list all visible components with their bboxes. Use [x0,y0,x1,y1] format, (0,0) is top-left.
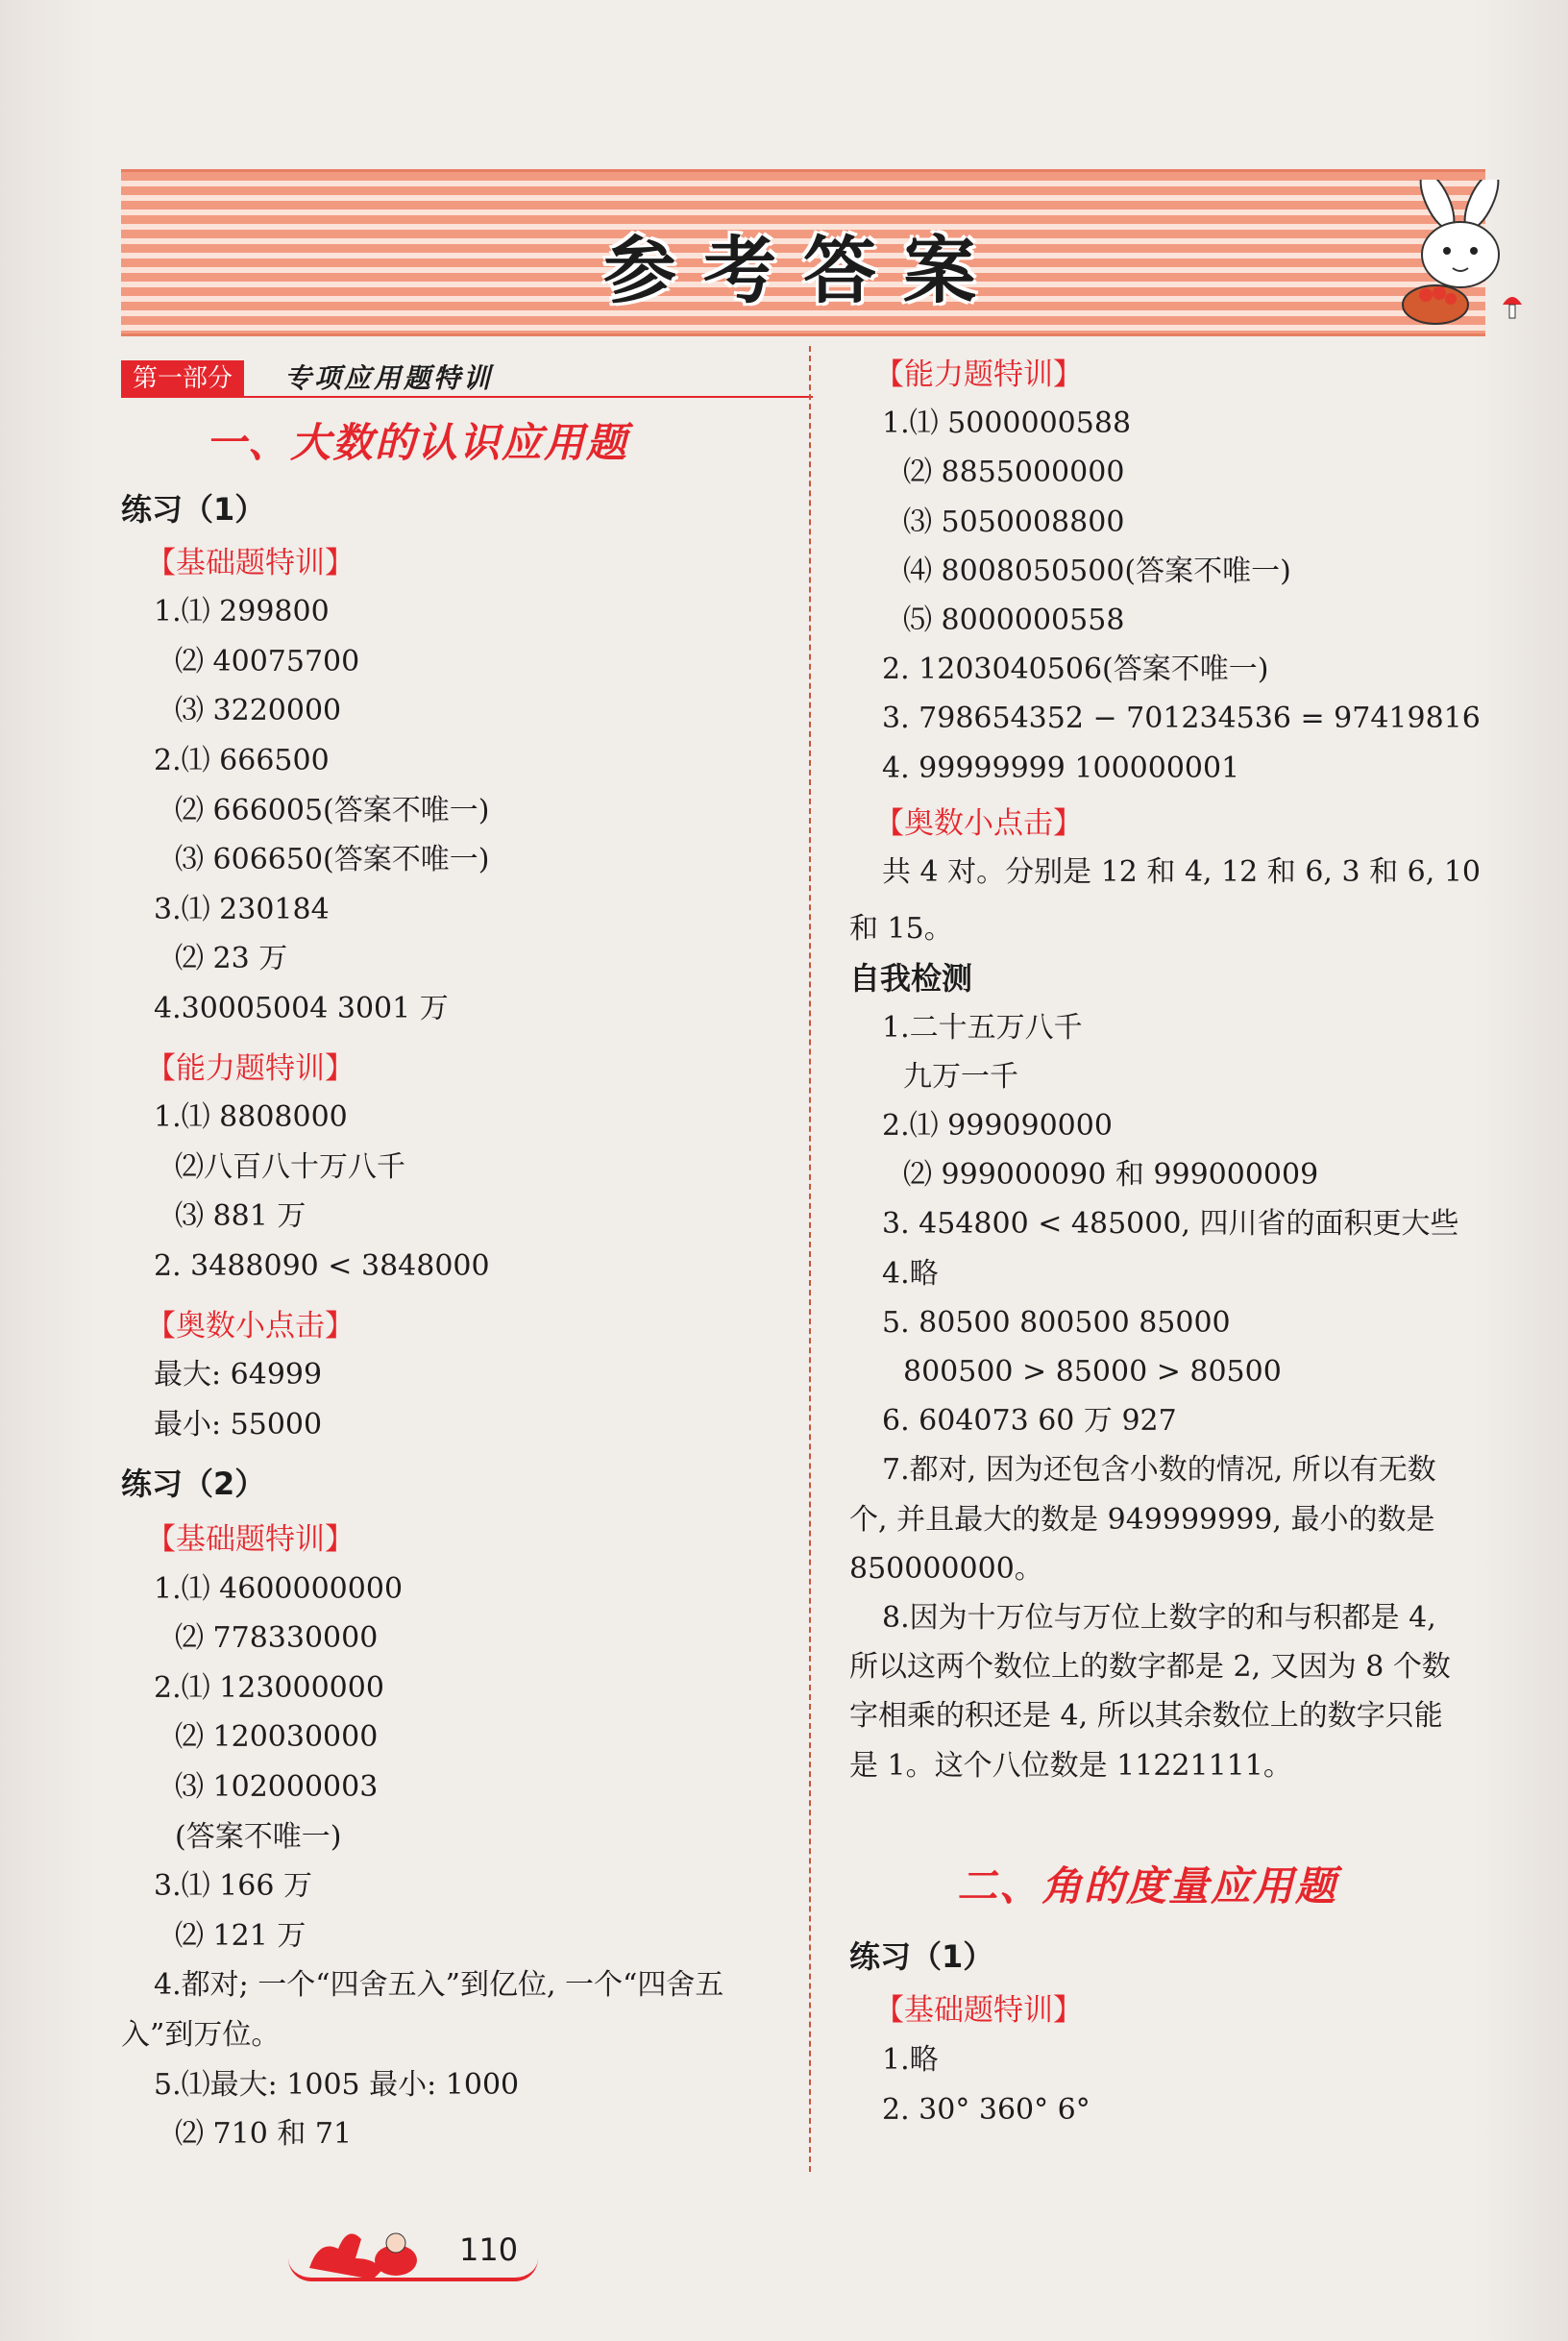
answer-line: 6. 604073 60 万 927 [882,1404,1177,1439]
page-number: 110 [459,2231,519,2268]
exercise-heading: 练习（1） [121,491,266,528]
answer-line: 3. 798654352 − 701234536 = 97419816 [882,702,1481,736]
answer-subline: ⑶ 5050008800 [903,505,1125,539]
answer-line: 2.⑴ 666500 [154,744,330,777]
answer-continuation: 是 1。这个八位数是 11221111。 [849,1748,1292,1783]
answer-subline: ⑸ 8000000558 [903,604,1125,637]
section-tag-label: 【基础题特训】 [146,1522,355,1557]
answer-subline: 九万一千 [903,1059,1018,1094]
section-tag-label: 【能力题特训】 [146,1050,355,1086]
answer-line: 1.⑴ 299800 [154,595,330,629]
answer-subline: ⑶ 102000003 [175,1770,379,1804]
answer-subline: ⑶ 606650(答案不唯一) [175,843,490,877]
column-divider [809,346,811,2172]
section-tag-label: 【基础题特训】 [146,545,355,580]
answer-subline: ⑵ 120030000 [175,1720,379,1755]
answer-subline: ⑶ 881 万 [175,1199,306,1234]
answer-line: 1.⑴ 5000000588 [882,407,1132,441]
answer-line: 3.⑴ 166 万 [154,1869,312,1904]
section-tag-label: 【奥数小点击】 [874,805,1083,841]
answer-line: 1.二十五万八千 [882,1010,1083,1045]
answer-continuation: 和 15。 [849,912,953,947]
answer-subline: 800500 > 85000 > 80500 [903,1355,1282,1389]
rabbit-icon [1378,180,1531,330]
chapter-title-2: 二、角的度量应用题 [957,1862,1338,1910]
exercise-heading: 自我检测 [849,960,973,998]
answer-line: 5.⑴最大: 1005 最小: 1000 [154,2067,520,2102]
answer-line: 3. 454800 < 485000, 四川省的面积更大些 [882,1207,1459,1242]
answer-subline: ⑵ 710 和 71 [175,2117,353,2152]
answer-line: 4.略 [882,1256,939,1291]
chapter-title-1: 一、大数的认识应用题 [206,419,629,466]
answer-line: 2. 1203040506(答案不唯一) [882,653,1269,687]
answer-line: 2. 30° 360° 6° [882,2093,1090,2127]
exercise-heading: 练习（1） [849,1938,994,1975]
answer-subline: ⑵ 8855000000 [903,456,1125,490]
answer-line: 最小: 55000 [154,1407,323,1442]
answer-subline: (答案不唯一) [175,1819,342,1854]
answer-subline: ⑷ 8008050500(答案不唯一) [903,554,1291,588]
answer-line: 4.都对; 一个“四舍五入”到亿位, 一个“四舍五 [154,1968,724,2003]
answer-line: 1.⑴ 8808000 [154,1100,348,1135]
section-tag-label: 【奥数小点击】 [146,1308,355,1343]
answer-line: 2. 3488090 < 3848000 [154,1249,490,1283]
answer-line: 2.⑴ 999090000 [882,1109,1113,1143]
answer-line: 5. 80500 800500 85000 [882,1305,1231,1340]
answer-line: 1.略 [882,2043,939,2077]
part-label: 第一部分 [121,360,244,397]
part-underline [121,396,813,398]
answer-line: 4.30005004 3001 万 [154,992,449,1025]
part-subtitle: 专项应用题特训 [284,362,494,394]
answer-line: 4. 99999999 100000001 [882,751,1240,785]
answer-continuation: 850000000。 [849,1551,1043,1586]
answer-subline: ⑵ 40075700 [175,644,360,678]
answer-continuation: 所以这两个数位上的数字都是 2, 又因为 8 个数 [849,1650,1451,1685]
answer-continuation: 字相乘的积还是 4, 所以其余数位上的数字只能 [849,1699,1443,1734]
answer-line: 3.⑴ 230184 [154,892,330,926]
answer-subline: ⑵八百八十万八千 [175,1149,405,1184]
exercise-heading: 练习（2） [121,1466,266,1503]
answer-line: 最大: 64999 [154,1358,323,1392]
header-banner [121,169,1485,336]
answer-line: 1.⑴ 4600000000 [154,1571,404,1606]
answer-continuation: 入”到万位。 [121,2018,281,2052]
answer-subline: ⑵ 778330000 [175,1621,379,1656]
answer-subline: ⑵ 999000090 和 999000009 [903,1158,1319,1193]
answer-subline: ⑵ 121 万 [175,1918,306,1953]
answer-subline: ⑵ 666005(答案不唯一) [175,793,490,827]
answer-line: 7.都对, 因为还包含小数的情况, 所以有无数 [882,1453,1436,1488]
answer-continuation: 个, 并且最大的数是 949999999, 最小的数是 [849,1502,1435,1537]
answer-subline: ⑵ 23 万 [175,942,288,976]
section-tag-label: 【基础题特训】 [874,1993,1083,2028]
section-tag-label: 【能力题特训】 [874,357,1083,392]
answer-subline: ⑶ 3220000 [175,694,342,728]
answer-line: 8.因为十万位与万位上数字的和与积都是 4, [882,1601,1436,1635]
answer-line: 共 4 对。分别是 12 和 4, 12 和 6, 3 和 6, 10 [882,855,1481,889]
answer-line: 2.⑴ 123000000 [154,1670,384,1705]
page-title: 参考答案 [603,228,1003,313]
